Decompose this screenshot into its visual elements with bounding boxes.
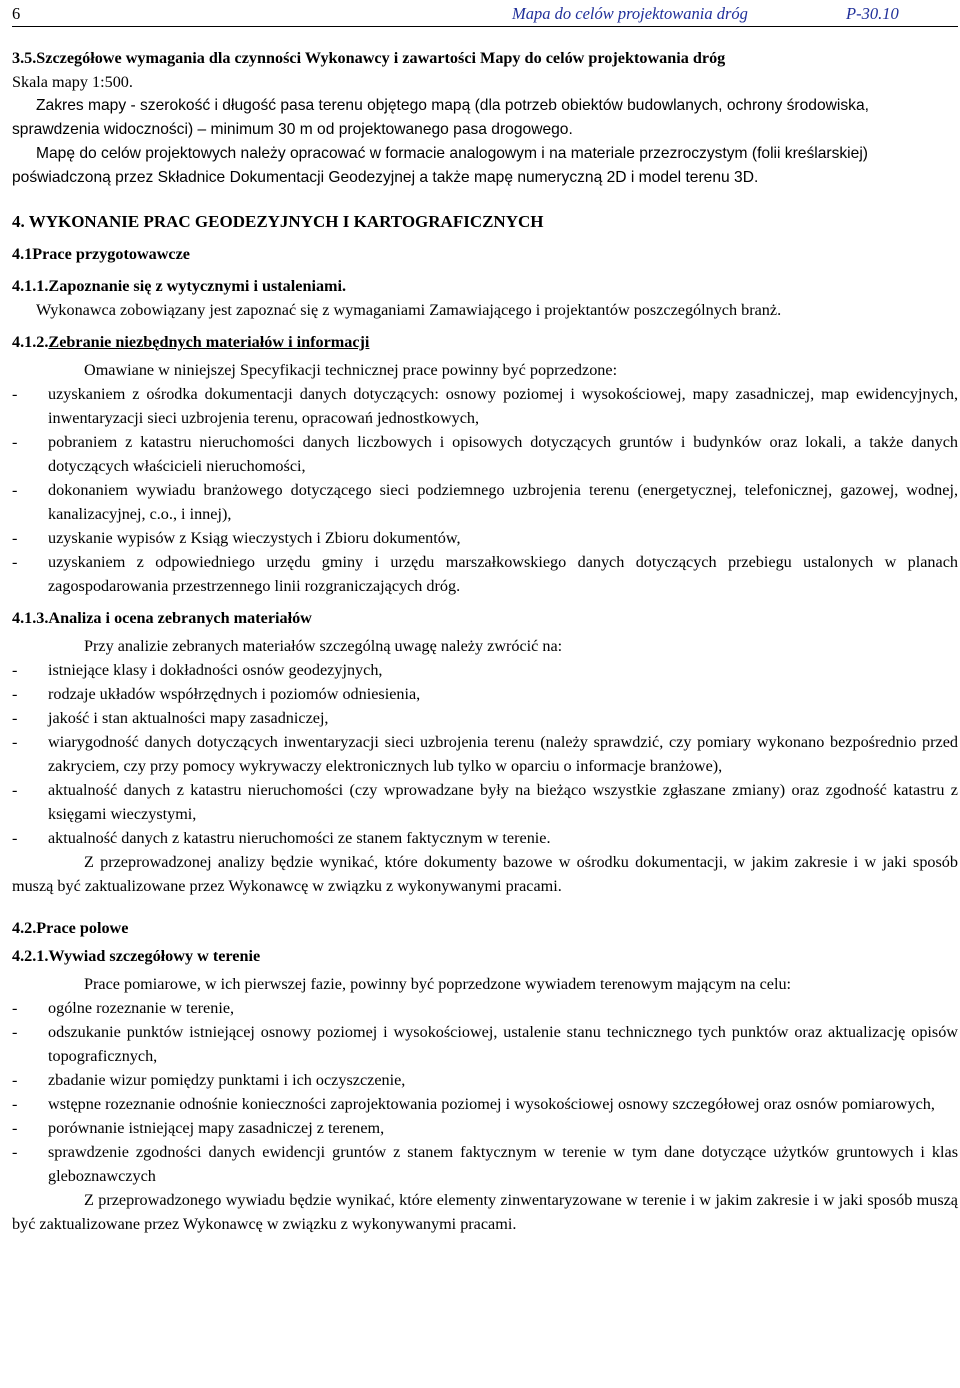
- list-item: - porównanie istniejącej mapy zasadniczej z terenem,: [12, 1116, 958, 1140]
- section-4-1-3-conclusion: Z przeprowadzonej analizy będzie wynikać, które dokumenty bazowe w ośrodku dokumentacji, w jakim zakresie i w jaki sposób muszą być zaktualizowane przez Wykonawcę w związku z wykonywanymi pracami.: [12, 853, 958, 895]
- list-item: - jakość i stan aktualności mapy zasadniczej,: [12, 706, 958, 730]
- list-item: - wiarygodność danych dotyczących inwentaryzacji sieci uzbrojenia terenu (należy sprawdzić, czy pomiary wykonano bezpośrednio przed zakryciem, czy przy pomocy wykrywaczy elektronicznych lub tylko w oparciu o informacje branżowe),: [12, 730, 958, 778]
- map-scale-text: Skala mapy 1:500.: [12, 73, 133, 91]
- list-item: - aktualność danych z katastru nieruchomości (czy wprowadzane były na bieżąco wszystkie zgłaszane zmiany) oraz zgodność katastru z księgami wieczystymi,: [12, 778, 958, 826]
- list-item: - aktualność danych z katastru nieruchomości ze stanem faktycznym w terenie.: [12, 826, 958, 850]
- header-rule: [12, 26, 958, 27]
- section-4-2-1-title: 4.2.1.Wywiad szczegółowy w terenie: [12, 947, 261, 965]
- list-item: - rodzaje układów współrzędnych i poziomów odniesienia,: [12, 682, 958, 706]
- section-4-1-1-text: Wykonawca zobowiązany jest zapoznać się z wymaganiami Zamawiającego i projektantów poszczególnych branż.: [36, 301, 782, 319]
- list-item: - uzyskaniem z ośrodka dokumentacji danych dotyczących: osnowy poziomej i wysokościowej, mapy zasadniczej, map ewidencyjnych, inwentaryzacji sieci uzbrojenia terenu, opracowań jednostkowych,: [12, 382, 958, 430]
- list-item: - wstępne rozeznanie odnośnie konieczności zaprojektowania poziomej i wysokościowej osnowy szczegółowej oraz osnów pomiarowych,: [12, 1092, 958, 1116]
- section-3-5-title: 3.5.Szczegółowe wymagania dla czynności Wykonawcy i zawartości Mapy do celów projektowania dróg: [12, 49, 726, 67]
- section-4-2-1-list: [12, 996, 958, 1188]
- list-item: - sprawdzenie zgodności danych ewidencji gruntów z stanem faktycznym w terenie w tym dane dotyczące użytków gruntowych i klas gleboznawczych: [12, 1140, 958, 1188]
- list-item: - istniejące klasy i dokładności osnów geodezyjnych,: [12, 658, 958, 682]
- spacer: [12, 898, 958, 912]
- map-format-text: Mapę do celów projektowych należy opracować w formacie analogowym i na materiale przezroczystym (folii kreślarskiej) poświadczoną przez Składnice Dokumentacji Geodezyjnej a także mapę numeryczną 2D i model terenu 3D.: [12, 145, 868, 186]
- section-4-1-3-intro: Przy analizie zebranych materiałów szczególną uwagę należy zwrócić na:: [84, 637, 563, 655]
- list-item: - uzyskaniem z odpowiedniego urzędu gminy i urzędu marszałkowskiego danych dotyczących przebiegu ustalonych w planach zagospodarowania przestrzennego linii rozgraniczających dróg.: [12, 550, 958, 598]
- section-4-2-1-conclusion: Z przeprowadzonego wywiadu będzie wynikać, które elementy zinwentaryzowane w terenie i w jakim zakresie i w jaki sposób muszą być zaktualizowane przez Wykonawcę w związku z wykonywanymi pracami.: [12, 1191, 958, 1233]
- section-4-title: 4. WYKONANIE PRAC GEODEZYJNYCH I KARTOGRAFICZNYCH: [12, 212, 544, 231]
- section-4-1-2-heading: Zebranie niezbędnych materiałów i informacji: [48, 333, 370, 351]
- page-number: 6: [12, 4, 21, 23]
- list-item: - uzyskanie wypisów z Ksiąg wieczystych i Zbioru dokumentów,: [12, 526, 958, 550]
- list-item: - pobraniem z katastru nieruchomości danych liczbowych i opisowych dotyczących gruntów i budynków oraz lokali, a także danych dotyczących właścicieli nieruchomości,: [12, 430, 958, 478]
- section-4-1-2-title: [12, 330, 958, 354]
- section-4-2-title: 4.2.Prace polowe: [12, 919, 129, 937]
- section-4-1-3-list: [12, 658, 958, 850]
- section-4-1-3-title: 4.1.3.Analiza i ocena zebranych materiałów: [12, 609, 312, 627]
- section-4-1-2-number: 4.1.2.: [12, 333, 49, 351]
- section-4-1-2-intro: Omawiane w niniejszej Specyfikacji technicznej prace powinny być poprzedzone:: [84, 361, 618, 379]
- page-header: [12, 0, 958, 30]
- list-item: - odszukanie punktów istniejącej osnowy poziomej i wysokościowej, ustalenie stanu technicznego tych punktów oraz aktualizację opisów topograficznych,: [12, 1020, 958, 1068]
- list-item: - zbadanie wizur pomiędzy punktami i ich oczyszczenie,: [12, 1068, 958, 1092]
- document-code: P-30.10: [846, 4, 899, 23]
- section-4-2-1-intro: Prace pomiarowe, w ich pierwszej fazie, powinny być poprzedzone wywiadem terenowym mającym na celu:: [84, 975, 792, 993]
- list-item: - ogólne rozeznanie w terenie,: [12, 996, 958, 1020]
- document-page: [12, 0, 958, 1236]
- section-4-1-title: 4.1Prace przygotowawcze: [12, 245, 190, 263]
- map-range-text: Zakres mapy - szerokość i długość pasa terenu objętego mapą (dla potrzeb obiektów budowlanych, ochrony środowiska, sprawdzenia widoczności) – minimum 30 m od projektowanego pasa drogowego.: [12, 97, 869, 138]
- list-item: - dokonaniem wywiadu branżowego dotyczącego sieci podziemnego uzbrojenia terenu (energetycznej, telefonicznej, gazowej, wodnej, kanalizacyjnej, c.o., i innej),: [12, 478, 958, 526]
- section-4-1-2-list: [12, 382, 958, 598]
- header-title: Mapa do celów projektowania dróg: [512, 4, 748, 23]
- section-4-1-1-title: 4.1.1.Zapoznanie się z wytycznymi i ustaleniami.: [12, 277, 347, 295]
